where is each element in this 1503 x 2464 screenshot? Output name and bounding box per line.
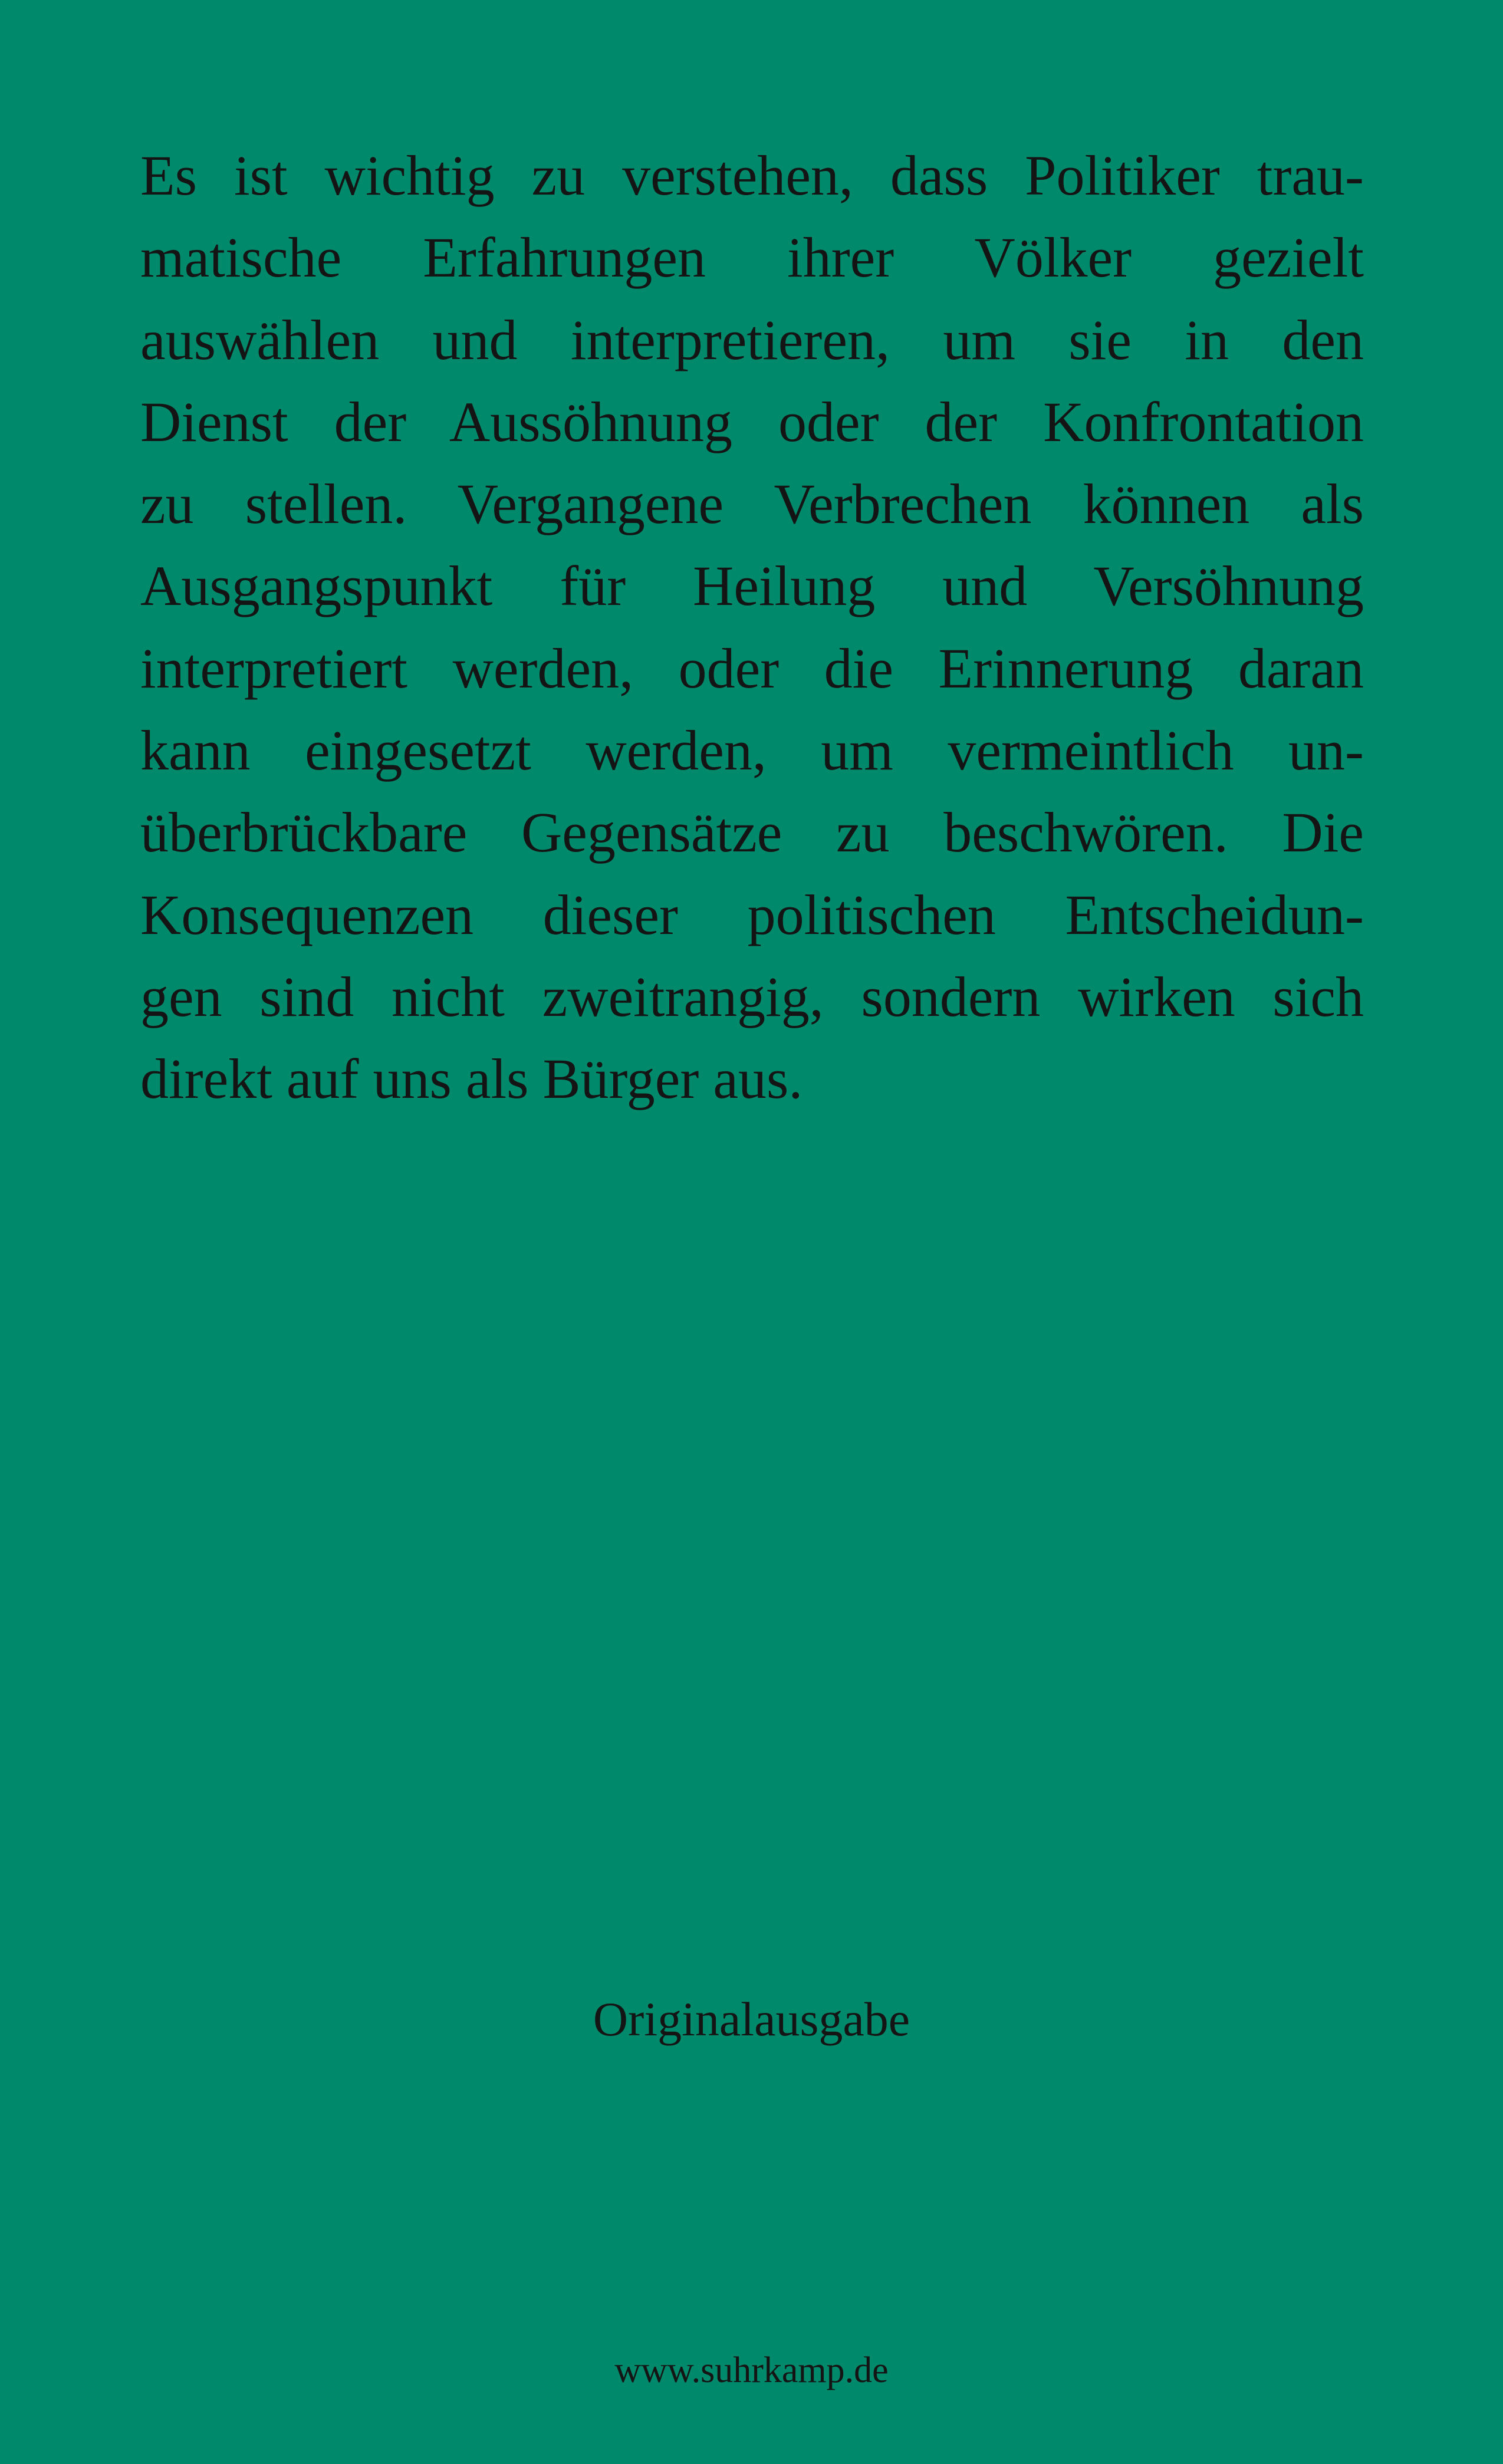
- blurb-line: interpretiert werden, oder die Erinnerung daran: [140, 636, 1364, 700]
- blurb-line: Dienst der Aussöhnung oder der Konfrontation: [140, 390, 1364, 453]
- publisher-website: www.suhrkamp.de: [614, 2350, 889, 2390]
- blurb-line: auswählen und interpretieren, um sie in den: [140, 308, 1364, 371]
- blurb-line: matische Erfahrungen ihrer Völker gezielt: [140, 226, 1364, 290]
- blurb-line: zu stellen. Vergangene Verbrechen können als: [140, 472, 1364, 536]
- blurb-line: direkt auf uns als Bürger aus.: [140, 1047, 803, 1111]
- blurb-line: kann eingesetzt werden, um vermeintlich un-: [140, 719, 1364, 782]
- blurb-line: überbrückbare Gegensätze zu beschwören. Die: [140, 801, 1364, 864]
- blurb-line: Konsequenzen dieser politischen Entscheidun-: [140, 883, 1364, 946]
- blurb-line: Es ist wichtig zu verstehen, dass Politiker trau-: [140, 144, 1364, 207]
- blurb-line: gen sind nicht zweitrangig, sondern wirken sich: [140, 965, 1364, 1028]
- edition-label: Originalausgabe: [593, 1992, 910, 2046]
- blurb-line: Ausgangspunkt für Heilung und Versöhnung: [140, 554, 1364, 618]
- blurb-text: [140, 134, 1364, 1120]
